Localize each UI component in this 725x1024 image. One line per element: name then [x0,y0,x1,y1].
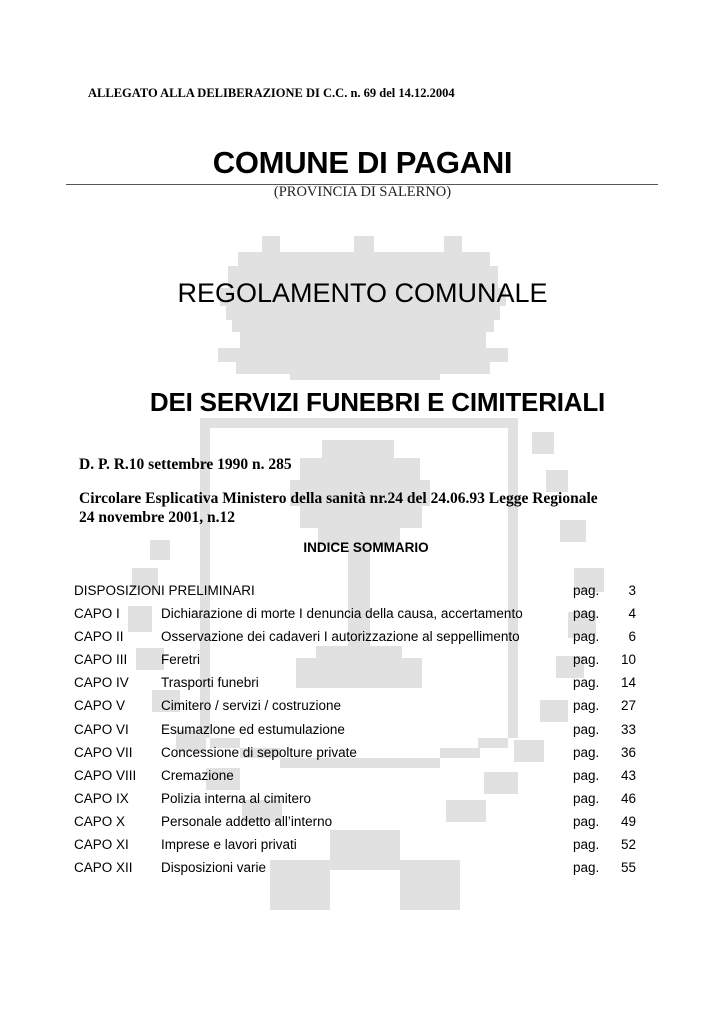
index-row-page: 55 [620,860,636,876]
comune-title: COMUNE DI PAGANI [212,145,513,180]
index-row-label: CAPO VI [74,721,129,737]
index-row-page: 49 [620,813,636,829]
index-row-pag: pag. [573,652,600,668]
index-row-label: DISPOSIZIONI PRELIMINARI [74,583,255,598]
regolamento-title: REGOLAMENTO COMUNALE [177,278,548,308]
index-row-title: Osservazione dei cadaveri I autorizzazione al seppellimento [161,629,520,645]
index-row-pag: pag. [573,860,600,876]
index-row-page: 14 [620,675,636,691]
index-row-pag: pag. [573,583,600,598]
index-row [74,768,636,791]
index-row-label: CAPO X [74,813,126,829]
index-row-title: Cremazione [161,767,234,783]
circolare-reference: Circolare Esplicativa Ministero della sanità nr.24 del 24.06.93 Legge Regionale 24 novembre 2001, n.12 [79,490,598,526]
index-row-label: CAPO III [74,652,128,668]
index-row-page: 36 [620,744,636,760]
servizi-title: DEI SERVIZI FUNEBRI E CIMITERIALI [149,387,606,417]
index-row-label: CAPO II [74,629,124,645]
dpr-reference: D. P. R.10 settembre 1990 n. 285 [79,456,292,473]
index-row-pag: pag. [573,790,600,806]
index-row-page: 33 [620,721,636,737]
index-row [74,652,636,675]
index-row [74,698,636,721]
index-row-label: CAPO V [74,698,126,714]
index-row-pag: pag. [573,606,600,622]
index-row [74,791,636,814]
index-row [74,675,636,698]
index-row-title: Personale addetto all’interno [161,813,333,829]
index-row-pag: pag. [573,721,600,737]
index-row-title: Cimitero / servizi / costruzione [161,698,342,714]
index-row-label: CAPO VIII [74,767,137,783]
index-row [74,583,636,606]
index-row-page: 43 [620,767,636,783]
index-row-pag: pag. [573,744,600,760]
index-row-label: CAPO XI [74,837,129,853]
index-row [74,606,636,629]
index-row-page: 27 [620,698,636,714]
index-row [74,837,636,860]
index-row [74,745,636,768]
index-row-pag: pag. [573,675,600,691]
index-row-title: Concessione di sepolture private [161,744,357,760]
index-row-label: CAPO IV [74,675,129,691]
index-row-label: CAPO I [74,606,120,622]
index-row-title: Trasporti funebri [161,675,259,691]
index-heading: INDICE SOMMARIO [303,540,429,555]
index-row-page: 3 [628,583,636,598]
allegato-header: ALLEGATO ALLA DELIBERAZIONE DI C.C. n. 69 del 14.12.2004 [88,86,455,100]
index-table [74,583,636,883]
index-row-pag: pag. [573,629,600,645]
provincia-subtitle: (PROVINCIA DI SALERNO) [273,184,452,200]
index-row-page: 10 [620,652,636,668]
index-row-title: Disposizioni varie [161,860,267,876]
index-row [74,629,636,652]
index-row [74,860,636,883]
index-row-page: 46 [620,790,636,806]
index-row-label: CAPO VII [74,744,133,760]
index-row-label: CAPO XII [74,860,133,876]
index-row [74,814,636,837]
index-row-pag: pag. [573,767,600,783]
index-row [74,722,636,745]
index-row-label: CAPO IX [74,790,129,806]
index-row-title: Feretri [161,652,201,668]
index-row-pag: pag. [573,698,600,714]
index-row-title: Esumazlone ed estumulazione [161,721,345,737]
index-row-pag: pag. [573,813,600,829]
index-row-page: 52 [620,837,636,853]
index-row-page: 4 [628,606,636,622]
index-row-pag: pag. [573,837,600,853]
index-row-title: Dichiarazione di morte I denuncia della causa, accertamento [161,606,523,622]
index-row-title: Polizia interna al cimitero [161,790,312,806]
index-row-page: 6 [628,629,636,645]
index-row-title: Imprese e lavori privati [161,837,297,853]
